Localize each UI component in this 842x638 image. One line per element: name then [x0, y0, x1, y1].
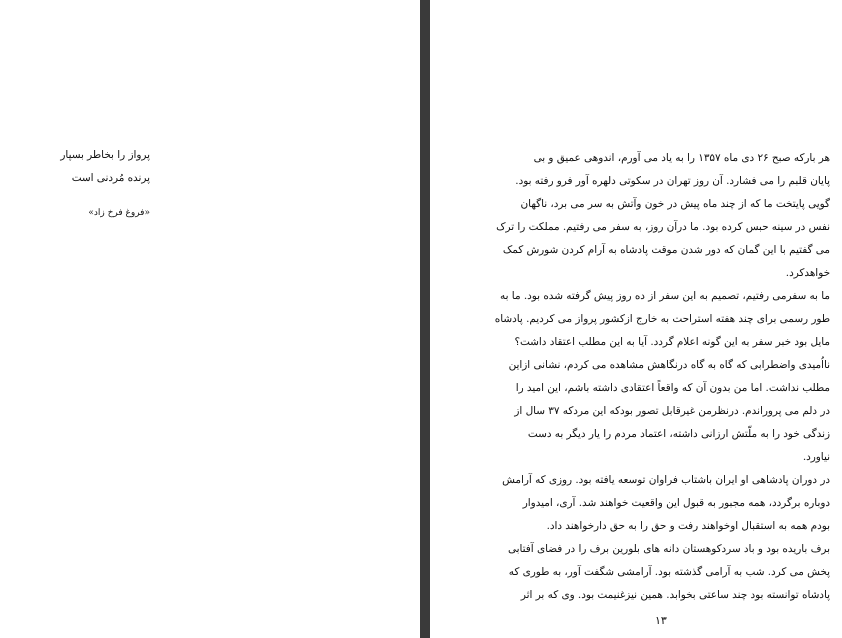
text-line: هر بارکه صبح ۲۶ دی ماه ۱۳۵۷ را به یاد می آورم، اندوهی عمیق و بی — [533, 152, 830, 164]
text-line: پخش می کرد. شب به آرامی گذشته بود. آرامشی شگفت آور، به طوری که — [508, 566, 830, 578]
text-line: مطلب نداشت. اما من بدون آن که واقعاً اعتقادی داشته باشم، این امید را — [515, 382, 830, 394]
text-line: نفس در سینه حبس کرده بود. ما درآن روز، به سفر می رفتیم. مملکت را ترک — [496, 221, 830, 233]
text-line: در دلم می پروراندم. درنظرمن غیرقابل تصور بودکه این مردکه ۳۷ سال از — [514, 405, 830, 417]
page-number: ۱۳ — [655, 614, 667, 627]
body-text — [388, 147, 830, 607]
text-line: نیاورد. — [802, 451, 830, 463]
text-line: زندگی خود را به ملّتش ارزانی داشته، اعتماد مردم را یار دیگر به دست — [527, 428, 830, 440]
text-line: گویی پایتخت ما که از چند ماه پیش در خون وآتش به سر می برد، ناگهان — [520, 198, 830, 210]
text-line: خواهدکرد. — [785, 267, 830, 279]
left-page — [0, 0, 420, 638]
text-line: نااُمیدی واضطرابی که گاه به گاه درنگاهش مشاهده می کردم، نشانی ازاین — [508, 359, 830, 371]
text-line: بودم همه به استقبال اوخواهند رفت و حق را به حق دارخواهند داد. — [546, 520, 830, 532]
epigraph-line: پرواز را بخاطر بسپار — [60, 149, 150, 161]
text-line: ما به سفرمی رفتیم، تصمیم به این سفر از ده روز پیش گرفته شده بود. ما به — [500, 290, 830, 302]
text-line: پایان قلبم را می فشارد. آن روز تهران در سکوتی دلهره آور فرو رفته بود. — [515, 175, 830, 187]
text-line: مایل بود خبر سفر به این گونه اعلام گردد. آیا به این مطلب اعتقاد داشت؟ — [514, 336, 830, 348]
text-line: در دوران پادشاهی او ایران باشتاب فراوان توسعه یافته بود. روزی که آرامش — [502, 474, 830, 486]
text-line: می گفتیم با این گمان که دور شدن موقت پادشاه به آرام کردن شورش کمک — [502, 244, 830, 256]
epigraph — [40, 144, 150, 190]
epigraph-line: پرنده مُردنی است — [71, 172, 150, 184]
epigraph-attribution: «فروغ فرخ زاد» — [88, 208, 150, 218]
text-line: طور رسمی برای چند هفته استراحت به خارج ازکشور پرواز می کردیم. پادشاه — [494, 313, 830, 325]
text-line: پادشاه توانسته بود چند ساعتی بخوابد. همین نیزغنیمت بود. وی که بر اثر — [520, 589, 830, 601]
text-line: دوباره برگردد، همه مجبور به قبول این واقعیت خواهند شد. آری، امیدوار — [522, 497, 830, 509]
text-line: برف باریده بود و باد سردکوهستان دانه های بلورین برف را در فضای آفتابی — [507, 543, 830, 555]
